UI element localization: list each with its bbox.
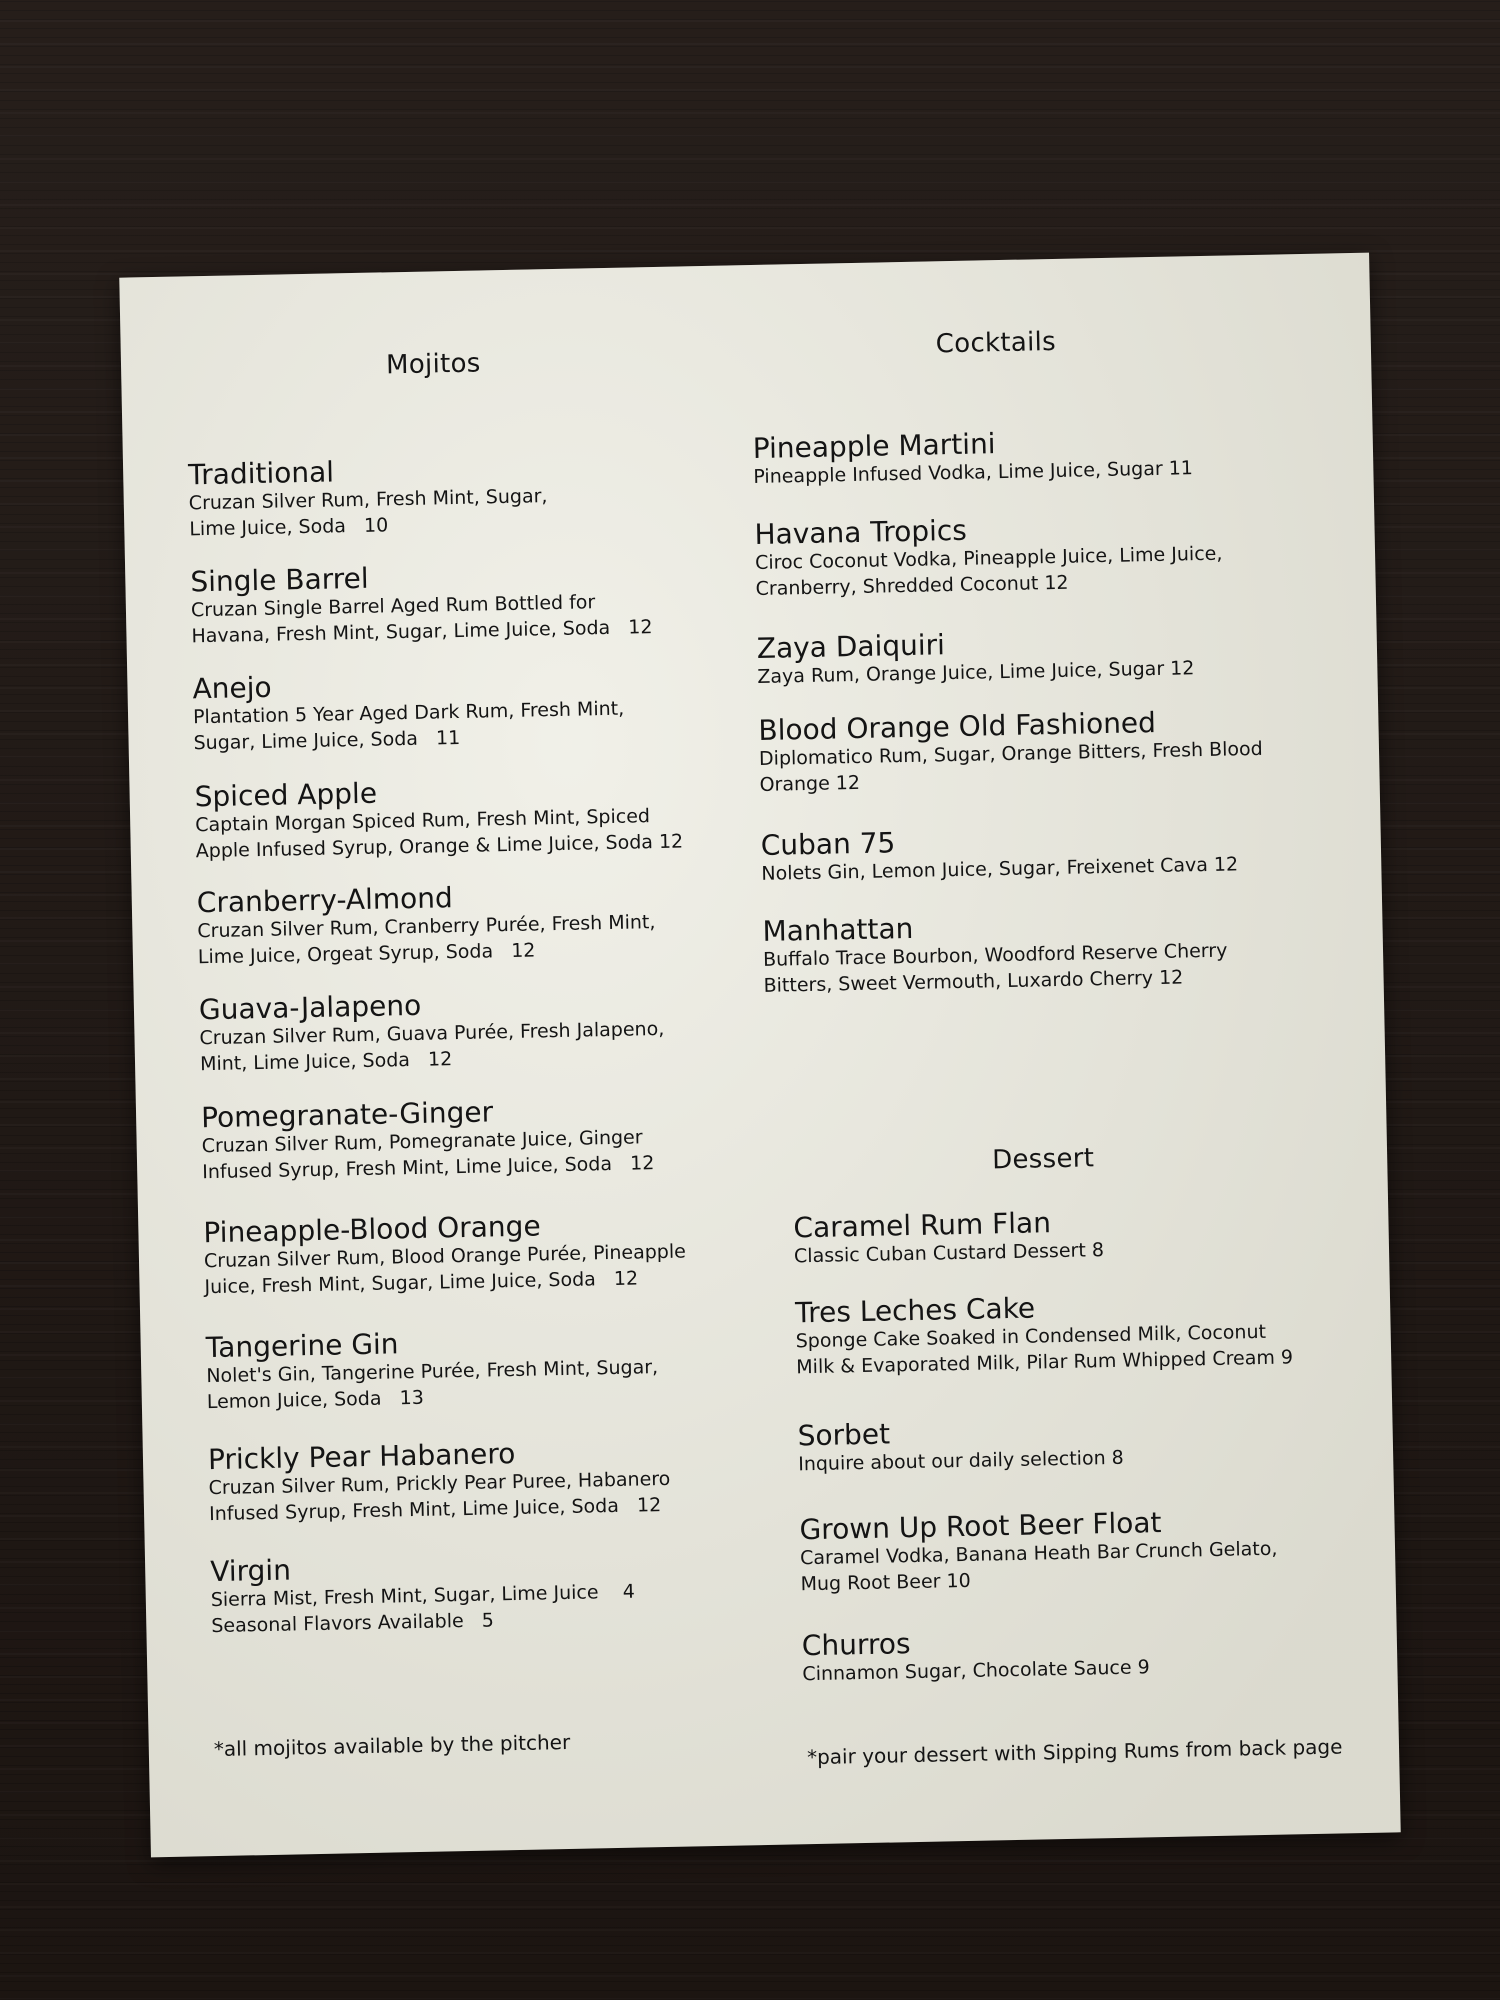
item-name: Prickly Pear Habanero bbox=[207, 1436, 516, 1477]
item-desc-line: Buffalo Trace Bourbon, Woodford Reserve Cherry bbox=[762, 939, 1228, 971]
item-desc-line: Bitters, Sweet Vermouth, Luxardo Cherry 12 bbox=[763, 966, 1184, 997]
item-name: Cranberry-Almond bbox=[196, 881, 454, 920]
item-desc-line: Cranberry, Shredded Coconut 12 bbox=[755, 571, 1069, 600]
item-name: Pomegranate-Ginger bbox=[200, 1095, 494, 1135]
mojito-item-tangerine-gin bbox=[205, 1321, 767, 1415]
item-name: Sorbet bbox=[797, 1417, 891, 1453]
item-desc-line: Lemon Juice, Soda 13 bbox=[206, 1386, 425, 1414]
item-desc-line: Infused Syrup, Fresh Mint, Lime Juice, Soda 12 bbox=[208, 1494, 662, 1526]
mojito-item-prickly-pear-habanero bbox=[208, 1433, 770, 1527]
item-desc-line: Seasonal Flavors Available 5 bbox=[211, 1609, 495, 1638]
mojito-item-virgin bbox=[210, 1545, 772, 1639]
item-desc-line: Mint, Lime Juice, Soda 12 bbox=[199, 1048, 453, 1076]
item-name: Havana Tropics bbox=[754, 513, 968, 552]
item-name: Churros bbox=[801, 1627, 911, 1663]
cocktail-item-cuban-75 bbox=[760, 819, 1321, 887]
mojito-item-cranberry-almond bbox=[197, 876, 759, 970]
dessert-heading: Dessert bbox=[991, 1143, 1095, 1176]
item-desc-line: Nolet's Gin, Tangerine Purée, Fresh Mint, Sugar, bbox=[206, 1356, 659, 1388]
item-name: Virgin bbox=[209, 1553, 292, 1589]
mojito-item-anejo bbox=[192, 662, 754, 756]
cocktail-item-zaya-daiquiri bbox=[757, 622, 1318, 690]
item-desc-line: Captain Morgan Spiced Rum, Fresh Mint, Spiced bbox=[195, 805, 651, 837]
cocktail-item-havana-tropics bbox=[754, 508, 1316, 602]
item-name: Spiced Apple bbox=[194, 776, 378, 814]
item-desc-line: Inquire about our daily selection 8 bbox=[798, 1446, 1124, 1476]
item-desc-line: Plantation 5 Year Aged Dark Rum, Fresh Mint, bbox=[192, 697, 625, 729]
item-desc-line: Cruzan Silver Rum, Blood Orange Purée, Pineapple bbox=[203, 1240, 687, 1273]
item-name: Blood Orange Old Fashioned bbox=[758, 705, 1157, 747]
mojito-item-traditional bbox=[188, 448, 750, 542]
menu-sheet bbox=[119, 253, 1400, 1858]
item-desc-line: Orange 12 bbox=[759, 771, 861, 796]
item-desc-line: Juice, Fresh Mint, Sugar, Lime Juice, Soda 12 bbox=[204, 1267, 639, 1299]
item-desc-line: Nolets Gin, Lemon Juice, Sugar, Freixenet Cava 12 bbox=[761, 853, 1239, 885]
item-desc-line: Caramel Vodka, Banana Heath Bar Crunch Gelato, bbox=[799, 1537, 1278, 1570]
item-desc-line: Havana, Fresh Mint, Sugar, Lime Juice, Soda 12 bbox=[191, 616, 653, 648]
item-desc-line: Cruzan Single Barrel Aged Rum Bottled for bbox=[190, 591, 596, 622]
item-desc-line: Cruzan Silver Rum, Fresh Mint, Sugar, bbox=[188, 485, 548, 515]
item-desc-line: Classic Cuban Custard Dessert 8 bbox=[793, 1239, 1105, 1268]
item-desc-line: Cruzan Silver Rum, Cranberry Purée, Fresh Mint, bbox=[197, 911, 656, 943]
item-desc-line: Milk & Evaporated Milk, Pilar Rum Whipped Cream 9 bbox=[796, 1346, 1294, 1379]
mojito-item-single-barrel bbox=[190, 555, 752, 649]
item-name: Zaya Daiquiri bbox=[756, 628, 946, 665]
cocktail-item-blood-orange-old-fashioned bbox=[758, 704, 1320, 798]
item-name: Pineapple-Blood Orange bbox=[203, 1209, 541, 1250]
item-desc-line: Zaya Rum, Orange Juice, Lime Juice, Sugar 12 bbox=[757, 657, 1195, 688]
item-name: Tangerine Gin bbox=[205, 1327, 399, 1365]
cocktail-item-manhattan bbox=[762, 905, 1324, 999]
item-desc-line: Mug Root Beer 10 bbox=[800, 1569, 971, 1596]
dessert-item-churros bbox=[802, 1619, 1363, 1687]
cocktails-heading: Cocktails bbox=[935, 326, 1057, 360]
item-desc-line: Lime Juice, Soda 10 bbox=[189, 514, 389, 541]
dessert-column bbox=[793, 1201, 1362, 1686]
item-desc-line: Cruzan Silver Rum, Guava Purée, Fresh Jalapeno, bbox=[199, 1017, 665, 1050]
item-desc-line: Cinnamon Sugar, Chocolate Sauce 9 bbox=[802, 1656, 1150, 1686]
mojitos-footnote: *all mojitos available by the pitcher bbox=[213, 1729, 571, 1762]
item-desc-line: Apple Infused Syrup, Orange & Lime Juice, Soda 12 bbox=[195, 830, 684, 863]
mojito-item-pineapple-blood-orange bbox=[203, 1206, 765, 1300]
item-name: Single Barrel bbox=[190, 561, 369, 599]
item-desc-line: Diplomatico Rum, Sugar, Orange Bitters, Fresh Blood bbox=[758, 737, 1263, 770]
item-name: Grown Up Root Beer Float bbox=[799, 1506, 1162, 1547]
item-desc-line: Cruzan Silver Rum, Pomegranate Juice, Ginger bbox=[201, 1126, 643, 1158]
item-desc-line: Sponge Cake Soaked in Condensed Milk, Coconut bbox=[795, 1320, 1267, 1353]
item-desc-line: Sugar, Lime Juice, Soda 11 bbox=[193, 726, 461, 755]
mojitos-column bbox=[188, 448, 772, 1679]
item-desc-line: Sierra Mist, Fresh Mint, Sugar, Lime Juice 4 bbox=[210, 1580, 636, 1612]
mojito-item-guava-jalapeno bbox=[199, 983, 761, 1077]
item-desc-line: Infused Syrup, Fresh Mint, Lime Juice, Soda 12 bbox=[202, 1152, 655, 1184]
item-name: Manhattan bbox=[762, 911, 914, 948]
item-name: Pineapple Martini bbox=[752, 427, 996, 466]
dessert-item-sorbet bbox=[797, 1409, 1358, 1477]
item-name: Tres Leches Cake bbox=[794, 1291, 1036, 1330]
item-desc-line: Pineapple Infused Vodka, Lime Juice, Sugar 11 bbox=[753, 457, 1194, 489]
dessert-footnote: *pair your dessert with Sipping Rums from back page bbox=[806, 1734, 1343, 1770]
mojito-item-pomegranate-ginger bbox=[201, 1091, 763, 1185]
item-name: Caramel Rum Flan bbox=[793, 1206, 1052, 1245]
mojitos-heading: Mojitos bbox=[385, 348, 481, 381]
dessert-item-tres-leches-cake bbox=[795, 1286, 1357, 1380]
mojito-item-spiced-apple bbox=[194, 770, 756, 864]
item-name: Anejo bbox=[192, 670, 272, 706]
cocktail-item-pineapple-martini bbox=[753, 422, 1314, 490]
item-desc-line: Ciroc Coconut Vodka, Pineapple Juice, Lime Juice, bbox=[754, 542, 1223, 574]
item-desc-line: Cruzan Silver Rum, Prickly Pear Puree, Habanero bbox=[208, 1467, 671, 1500]
item-name: Guava-Jalapeno bbox=[198, 988, 422, 1027]
item-name: Cuban 75 bbox=[760, 826, 896, 862]
item-desc-line: Lime Juice, Orgeat Syrup, Soda 12 bbox=[197, 939, 536, 969]
dessert-item-caramel-rum-flan bbox=[793, 1201, 1354, 1269]
cocktails-column bbox=[752, 422, 1324, 997]
item-name: Traditional bbox=[187, 455, 335, 492]
dessert-item-grown-up-root-beer-float bbox=[799, 1503, 1361, 1597]
